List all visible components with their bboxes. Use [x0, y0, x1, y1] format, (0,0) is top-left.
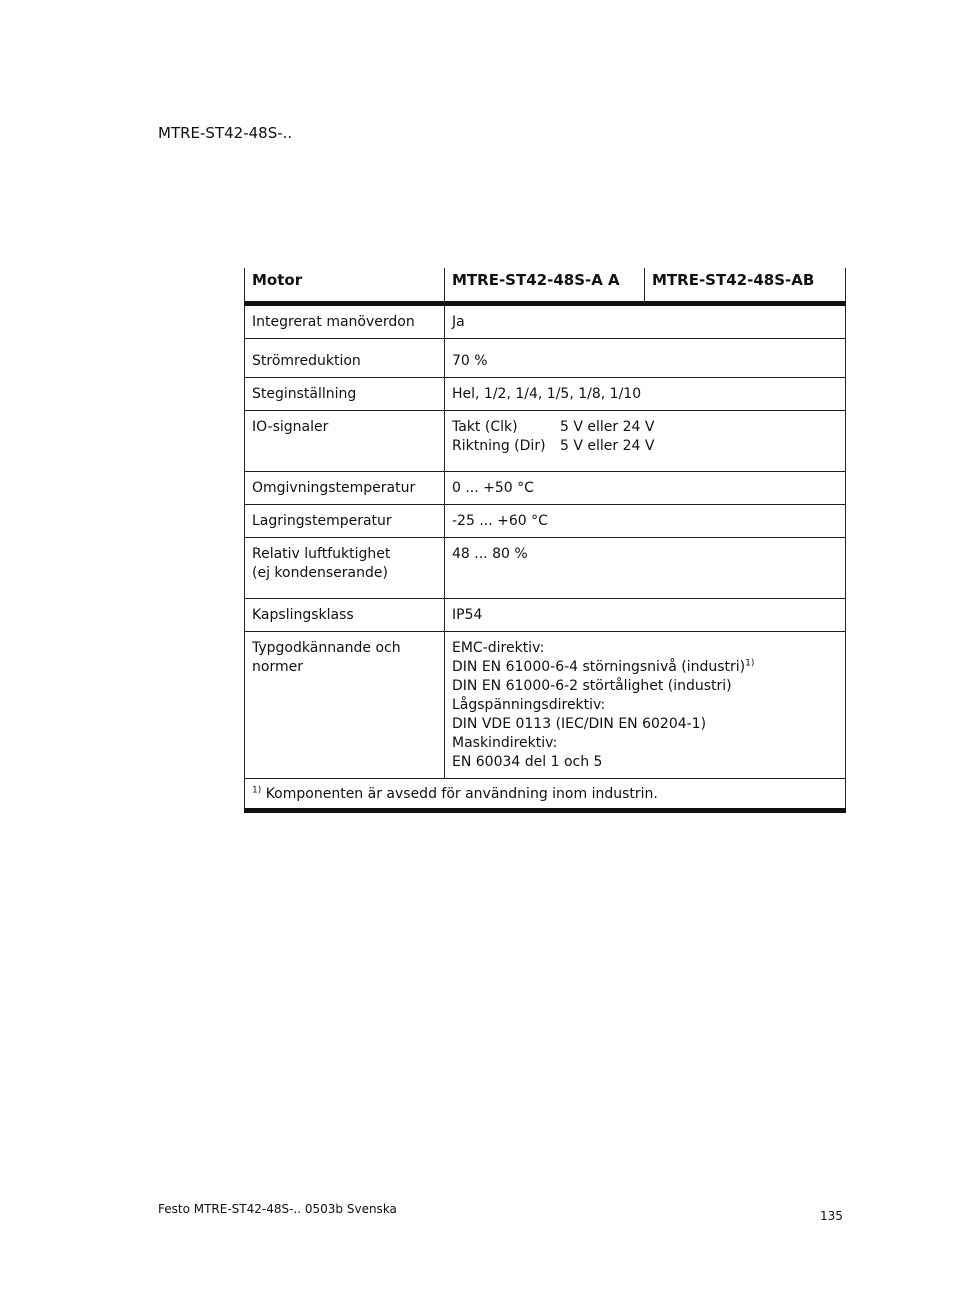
norm-line: EMC-direktiv: — [452, 640, 545, 656]
io-signal-name: Riktning (Dir) — [452, 438, 546, 454]
io-line — [452, 418, 838, 437]
norm-line: DIN EN 61000-6-2 störtålighet (industri) — [452, 678, 732, 694]
row-value: 0 ... +50 °C — [445, 472, 846, 505]
row-label: Integrerat manöverdon — [245, 304, 445, 339]
norm-line: Lågspänningsdirektiv: — [452, 697, 606, 713]
io-signal-name: Takt (Clk) — [452, 419, 518, 435]
page-heading: MTRE-ST42-48S-.. — [158, 124, 293, 142]
table-row — [245, 505, 846, 538]
row-label: Kapslingsklass — [245, 599, 445, 632]
row-value: -25 ... +60 °C — [445, 505, 846, 538]
table-row — [245, 472, 846, 505]
header-model-a: MTRE-ST42-48S-A A — [445, 268, 645, 304]
table-header-row — [245, 268, 846, 304]
io-signal-value: 5 V eller 24 V — [560, 419, 655, 435]
norm-line: DIN VDE 0113 (IEC/DIN EN 60204-1) — [452, 716, 707, 732]
row-label-line: (ej kondenserande) — [252, 565, 388, 581]
row-value: IP54 — [445, 599, 846, 632]
footer-page-number: 135 — [820, 1209, 843, 1223]
row-label: Lagringstemperatur — [245, 505, 445, 538]
table-row — [245, 599, 846, 632]
table-row — [245, 304, 846, 339]
io-line — [452, 437, 838, 456]
table-row — [245, 378, 846, 411]
footnote-ref: 1) — [745, 658, 755, 669]
norm-text: DIN EN 61000-6-4 störningsnivå (industri) — [452, 659, 746, 675]
row-label-line: normer — [252, 659, 303, 675]
row-value: Hel, 1/2, 1/4, 1/5, 1/8, 1/10 — [445, 378, 846, 411]
norm-line — [452, 658, 838, 677]
header-motor: Motor — [245, 268, 445, 304]
row-label: Omgivningstemperatur — [245, 472, 445, 505]
norm-line: Maskindirektiv: — [452, 735, 558, 751]
row-label: Steginställning — [245, 378, 445, 411]
io-signal-value: 5 V eller 24 V — [560, 438, 655, 454]
table-footnote — [245, 779, 846, 811]
row-value: Ja — [445, 304, 846, 339]
table-row — [245, 538, 846, 599]
table-footnote-row — [245, 779, 846, 811]
footnote-marker: 1) — [252, 785, 262, 796]
row-value: 70 % — [445, 339, 846, 378]
spec-table — [244, 268, 846, 813]
row-value-io — [445, 411, 846, 472]
row-label — [245, 538, 445, 599]
row-label: Strömreduktion — [245, 339, 445, 378]
row-label — [245, 632, 445, 779]
table-row — [245, 339, 846, 378]
row-label-line: Typgodkännande och — [252, 640, 401, 656]
row-value — [445, 632, 846, 779]
norm-line: EN 60034 del 1 och 5 — [452, 754, 603, 770]
footnote-text: Komponenten är avsedd för användning inom industrin. — [261, 786, 658, 802]
row-label-line: Relativ luftfuktighet — [252, 546, 391, 562]
table-row — [245, 632, 846, 779]
row-label: IO-signaler — [245, 411, 445, 472]
row-value: 48 ... 80 % — [445, 538, 846, 599]
footer-document-info: Festo MTRE-ST42-48S-.. 0503b Svenska — [158, 1202, 397, 1216]
table-row — [245, 411, 846, 472]
header-model-ab: MTRE-ST42-48S-AB — [645, 268, 846, 304]
